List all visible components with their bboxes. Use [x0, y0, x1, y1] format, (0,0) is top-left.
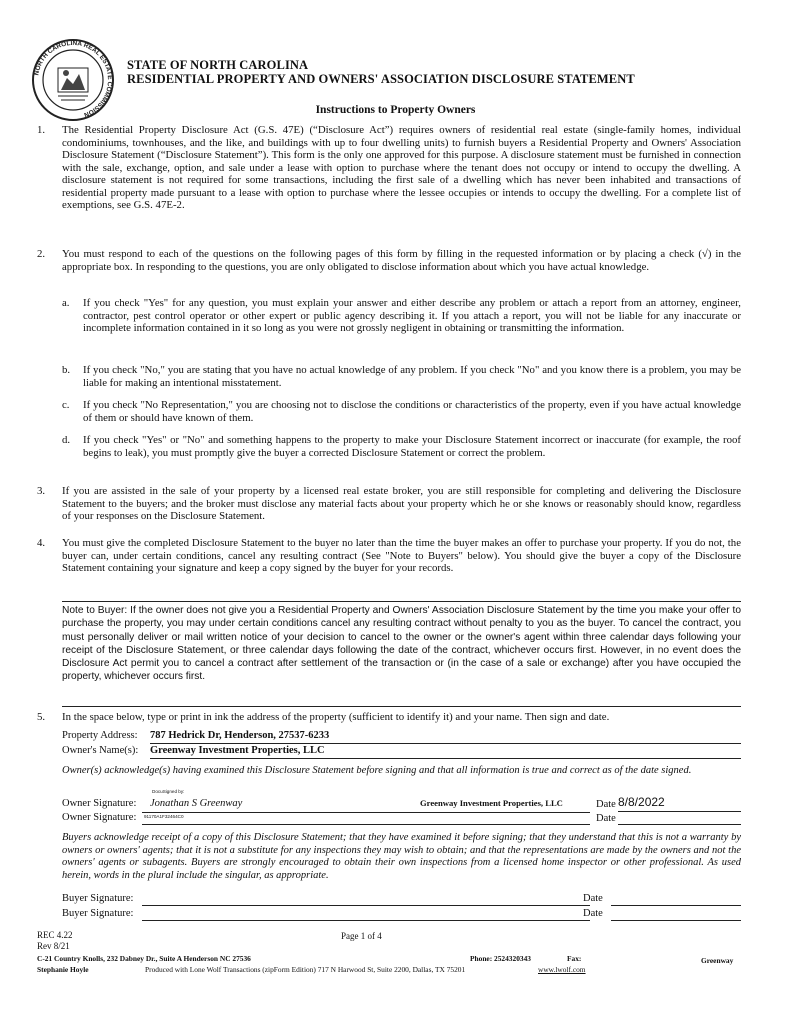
item-text: If you are assisted in the sale of your property by a licensed real estate broker, you are still responsible for completing and delivering the Disclosure Statement to the buyers; and the broker must disclose any material facts about your property which he or she knows or reasonably should know, regardless of your responses on the Disclosure Statement.	[62, 485, 741, 522]
item-number: 3.	[37, 485, 46, 497]
docusign-tag: DocuSigned by:	[152, 789, 185, 794]
subitem-letter: a.	[62, 297, 70, 309]
item-text: In the space below, type or print in ink the address of the property (sufficient to identify it) and your name. Then sign and date.	[62, 711, 610, 723]
owners-name-field[interactable]: Greenway Investment Properties, LLC	[150, 745, 741, 759]
subitem-text: If you check "Yes" for any question, you must explain your answer and either describe any problem or attach a report from an attorney, engineer, contractor, pest control operator or other expert or public agency describing it. If you attach a report, you will not be liable for any inaccurate or incomplete information contained in it so long as you were not grossly negligent in obtaining or transmitting the information.	[83, 297, 741, 334]
buyer-signature-label-1: Buyer Signature:	[62, 893, 134, 904]
form-id: REC 4.22	[37, 930, 73, 940]
item-number: 4.	[37, 537, 46, 549]
instruction-subitem-c	[62, 399, 741, 424]
instruction-item-4	[37, 537, 741, 575]
svg-text:NORTH CAROLINA REAL ESTATE COM: NORTH CAROLINA REAL ESTATE COMMISSION	[33, 39, 114, 119]
instruction-item-1	[37, 124, 741, 212]
buyer-acknowledgement: Buyers acknowledge receipt of a copy of this Disclosure Statement; that they have examined it before signing; that they understand that this is not a warranty by owners or owners' agents; that it is not a substitute for any inspections they may wish to obtain; and that the representations are made by the owners and not the owners' agents or subagents. Buyers are strongly encouraged to obtain their own inspections from a licensed home inspector or other professional. As used herein, words in the plural include the singular, as appropriate.	[62, 832, 741, 881]
buyer-date-field-1[interactable]	[611, 893, 741, 906]
office-fax: Fax:	[567, 954, 582, 963]
form-title: RESIDENTIAL PROPERTY AND OWNERS' ASSOCIATION DISCLOSURE STATEMENT	[127, 72, 635, 86]
owner-signature-label-2: Owner Signature:	[62, 812, 137, 823]
date-label-buyer-1: Date	[583, 893, 603, 904]
date-label-owner-2: Date	[596, 813, 616, 824]
property-address-field[interactable]: 787 Hedrick Dr, Henderson, 27537-6233	[150, 730, 741, 744]
office-info: C-21 Country Knolls, 232 Dabney Dr., Suite A Henderson NC 27536	[37, 954, 251, 963]
subitem-text: If you check "No," you are stating that you have no actual knowledge of any problem. If you check "No" and you know there is a problem, you may be liable for making an intentional misstatement.	[83, 364, 741, 389]
website-link[interactable]: www.lwolf.com	[538, 965, 586, 974]
date-label-owner-1: Date	[596, 799, 616, 810]
owner-signature-script: Jonathan S Greenway	[150, 798, 243, 809]
owner-signature-field-1[interactable]	[142, 789, 590, 813]
instructions-heading: Instructions to Property Owners	[315, 104, 476, 116]
subitem-text: If you check "No Representation," you are choosing not to disclose the conditions or characteristics of the property, even if you have actual knowledge of them or should have known of them.	[83, 399, 741, 424]
buyer-signature-field-2[interactable]	[142, 908, 590, 921]
buyer-signature-field-1[interactable]	[142, 893, 590, 906]
item-text: The Residential Property Disclosure Act (G.S. 47E) (“Disclosure Act”) requires owners of residential real estate (single-family homes, individual condominiums, townhouses, and the like, and buildings with up to four dwelling units) to furnish buyers a Residential Property and Owners' Association Disclosure Statement (“Disclosure Statement”). This form is the only one approved for this purpose. A disclosure statement must be furnished in connection with the sale, exchange, option, and sale under a lease with option to purchase where the tenant does not occupy or intend to occupy the dwelling. A disclosure statement is not required for some transactions, including the first sale of a dwelling which has never been inhabited and transactions of residential property made pursuant to a lease with option to purchase where the lessee occupies or intends to occupy the dwelling. For a complete list of exemptions, see G.S. 47E-2.	[62, 124, 741, 211]
produced-with: Produced with Lone Wolf Transactions (zipForm Edition) 717 N Harwood St, Suite 2200, Dallas, TX 75201	[145, 965, 466, 974]
instruction-subitem-a	[62, 297, 741, 335]
note-bottom-rule	[62, 706, 741, 707]
item-number: 2.	[37, 248, 46, 260]
owner-acknowledgement: Owner(s) acknowledge(s) having examined this Disclosure Statement before signing and that all information is true and correct as of the date signed.	[62, 765, 692, 776]
owner-signature-field-2[interactable]	[142, 812, 590, 825]
buyer-signature-label-2: Buyer Signature:	[62, 908, 134, 919]
subitem-letter: c.	[62, 399, 70, 411]
owners-name-label: Owner's Name(s):	[62, 745, 139, 756]
owner-date-field-1[interactable]: 8/8/2022	[618, 795, 741, 812]
owner-entity-name: Greenway Investment Properties, LLC	[420, 798, 563, 808]
owner-signature-label-1: Owner Signature:	[62, 798, 137, 809]
item-number: 1.	[37, 124, 46, 136]
buyer-date-field-2[interactable]	[611, 908, 741, 921]
date-label-buyer-2: Date	[583, 908, 603, 919]
state-title: STATE OF NORTH CAROLINA	[127, 58, 309, 72]
office-phone: Phone: 2524320343	[470, 954, 531, 963]
document-name: Greenway	[701, 956, 734, 965]
instruction-item-3	[37, 485, 741, 523]
item-number: 5.	[37, 711, 46, 723]
owner-date-field-2[interactable]	[618, 812, 741, 825]
instruction-subitem-b	[62, 364, 741, 389]
instruction-item-5	[37, 711, 741, 724]
item-text: You must respond to each of the questions on the following pages of this form by filling in the requested information or by placing a check (√) in the appropriate box. In responding to the questions, you are only obligated to disclose information about which you have actual knowledge.	[62, 248, 741, 273]
subitem-letter: b.	[62, 364, 71, 376]
item-text: You must give the completed Disclosure Statement to the buyer no later than the time the buyer makes an offer to purchase your property. If you do not, the buyer can, under certain conditions, cancel any resulting contract (See "Note to Buyers" below). You should give the buyer a copy of the Disclosure Statement containing your signature and keep a copy signed by the buyer for your records.	[62, 537, 741, 574]
subitem-letter: d.	[62, 434, 71, 446]
property-address-label: Property Address:	[62, 730, 138, 741]
subitem-text: If you check "Yes" or "No" and something happens to the property to make your Disclosure Statement incorrect or inaccurate (for example, the roof begins to leak), you must promptly give the buyer a corrected Disclosure Statement or correct the problem.	[83, 434, 741, 459]
docusign-id: 91170A1F32464C0	[144, 814, 184, 819]
page-number: Page 1 of 4	[341, 931, 382, 941]
note-top-rule	[62, 601, 741, 602]
form-revision: Rev 8/21	[37, 941, 70, 951]
note-to-buyer: Note to Buyer: If the owner does not give you a Residential Property and Owners' Association Disclosure Statement by the time you make your offer to purchase the property, you may under certain conditions cancel any resulting contract without penalty to you as the buyer. To cancel the contract, you must personally deliver or mail written notice of your decision to cancel to the owner or the owner's agent within three calendar days following your receipt of the Disclosure Statement, or three calendar days following the date of the contract, whichever occurs first. However, in no event does the Disclosure Act permit you to cancel a contract after settlement of the transaction or (in the case of a sale or exchange) after you have occupied the property, whichever occurs first.	[62, 605, 741, 683]
agent-name: Stephanie Hoyle	[37, 965, 89, 974]
instruction-item-2	[37, 248, 741, 273]
instruction-subitem-d	[62, 434, 741, 459]
